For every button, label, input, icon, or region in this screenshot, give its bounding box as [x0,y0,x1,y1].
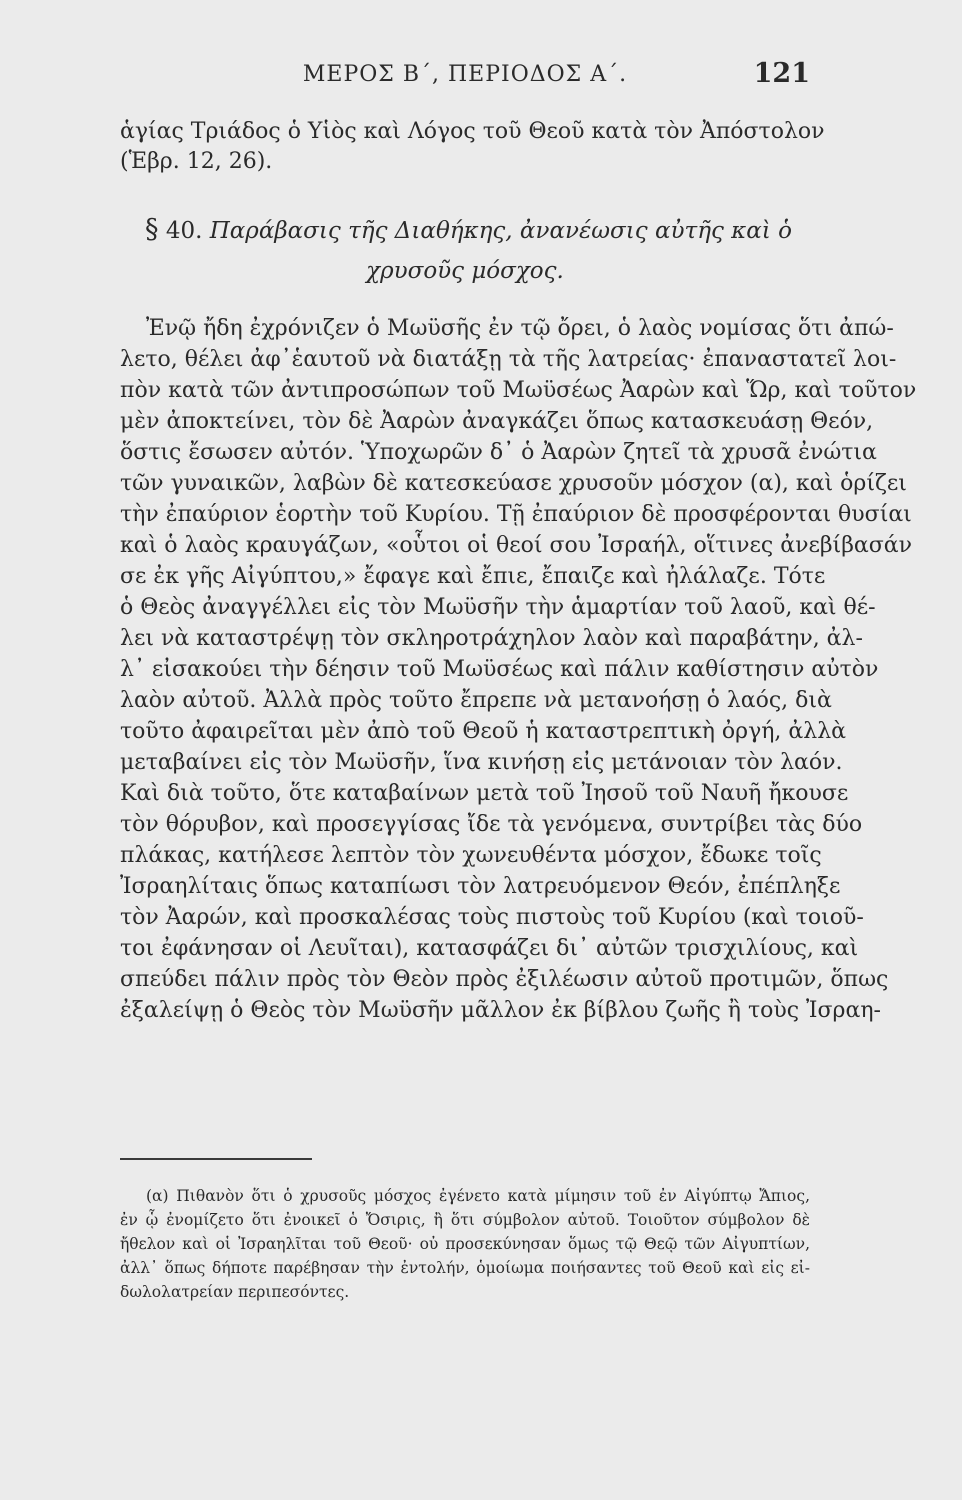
footnote-line: (α) Πιθανὸν ὅτι ὁ χρυσοῦς μόσχος ἐγένετο κατὰ μίμησιν τοῦ ἐν Αἰγύπτῳ Ἄπιος, [146,1187,810,1205]
footnote-line: ἀλλ᾽ ὅπως δήποτε παρέβησαν τὴν ἐντολήν, ὁμοίωμα ποιήσαντες τοῦ Θεοῦ καὶ εἰς εἰ- [120,1259,810,1277]
paragraph-line: σπεύδει πάλιν πρὸς τὸν Θεὸν πρὸς ἐξιλέωσιν αὐτοῦ προτιμῶν, ὅπως [120,967,889,992]
paragraph-line: ὁ Θεὸς ἀναγγέλλει εἰς τὸν Μωϋσῆν τὴν ἁμαρτίαν τοῦ λαοῦ, καὶ θέ- [120,595,876,620]
footnote-line: ἐν ᾧ ἐνομίζετο ὅτι ἐνοικεῖ ὁ Ὄσιρις, ἢ ὅτι σύμβολον αὐτοῦ. Τοιοῦτον σύμβολον δὲ [120,1211,810,1229]
paragraph-line: ἐξαλείψῃ ὁ Θεὸς τὸν Μωϋσῆν μᾶλλον ἐκ βίβλου ζωῆς ἢ τοὺς Ἰσραη- [120,998,881,1023]
footnote-rule [120,1158,312,1160]
paragraph-line: λει νὰ καταστρέψῃ τὸν σκληροτράχηλον λαὸν καὶ παραβάτην, ἀλ- [120,626,863,651]
paragraph-line: τὴν ἐπαύριον ἑορτὴν τοῦ Κυρίου. Τῇ ἐπαύριον δὲ προσφέρονται θυσίαι [120,502,912,527]
paragraph-line: σε ἐκ γῆς Αἰγύπτου,» ἔφαγε καὶ ἔπιε, ἔπαιζε καὶ ἠλάλαζε. Τότε [120,564,826,589]
paragraph-line: Ἐνῷ ἤδη ἐχρόνιζεν ὁ Μωϋσῆς ἐν τῷ ὄρει, ὁ λαὸς νομίσας ὅτι ἀπώ- [146,316,894,341]
paragraph-line: ὅστις ἔσωσεν αὐτόν. Ὑποχωρῶν δ᾽ ὁ Ἀαρὼν ζητεῖ τὰ χρυσᾶ ἐνώτια [120,440,877,465]
paragraph-line: Ἰσραηλίταις ὅπως καταπίωσι τὸν λατρευόμενον Θεόν, ἐπέπληξε [120,874,841,899]
section-title-continued: χρυσοῦς μόσχος. [366,258,564,284]
paragraph-line: τῶν γυναικῶν, λαβὼν δὲ κατεσκεύασε χρυσοῦν μόσχον (α), καὶ ὁρίζει [120,471,907,496]
paragraph-line: τὸν Ἀαρών, καὶ προσκαλέσας τοὺς πιστοὺς τοῦ Κυρίου (καὶ τοιοῦ- [120,905,864,930]
paragraph-line: τοι ἐφάνησαν οἱ Λευῖται), κατασφάζει δι᾽ αὐτῶν τρισχιλίους, καὶ [120,936,859,961]
paragraph-line: τὸν θόρυβον, καὶ προσεγγίσας ἴδε τὰ γενόμενα, συντρίβει τὰς δύο [120,812,863,837]
running-head: ΜΕΡΟΣ Β΄, ΠΕΡΙΟΔΟΣ Α΄. [302,62,628,87]
intro-line: (Ἑβρ. 12, 26). [120,149,273,174]
paragraph-line: Καὶ διὰ τοῦτο, ὅτε καταβαίνων μετὰ τοῦ Ἰησοῦ τοῦ Ναυῆ ἤκουσε [120,781,849,806]
paragraph-line: καὶ ὁ λαὸς κραυγάζων, «οὗτοι οἱ θεοί σου Ἰσραήλ, οἵτινες ἀνεβίβασάν [120,533,913,558]
paragraph-line: μὲν ἀποκτείνει, τὸν δὲ Ἀαρὼν ἀναγκάζει ὅπως κατασκευάσῃ Θεόν, [120,409,874,434]
intro-line: ἁγίας Τριάδος ὁ Υἱὸς καὶ Λόγος τοῦ Θεοῦ κατὰ τὸν Ἀπόστολον [120,119,825,144]
page-header [120,58,810,98]
page-number: 121 [753,58,810,89]
paragraph-line: τοῦτο ἀφαιρεῖται μὲν ἀπὸ τοῦ Θεοῦ ἡ καταστρεπτικὴ ὀργή, ἀλλὰ [120,719,846,744]
paragraph-line: λαὸν αὐτοῦ. Ἀλλὰ πρὸς τοῦτο ἔπρεπε νὰ μετανοήσῃ ὁ λαός, διὰ [120,688,832,713]
paragraph-line: μεταβαίνει εἰς τὸν Μωϋσῆν, ἵνα κινήσῃ εἰς μετάνοιαν τὸν λαόν. [120,750,843,775]
section-symbol: § [145,214,159,245]
footnote-line: δωλολατρείαν περιπεσόντες. [120,1283,350,1301]
section-title: Παράβασις τῆς Διαθήκης, ἀνανέωσις αὐτῆς καὶ ὁ [209,218,792,244]
section-heading [145,214,810,245]
paragraph-line: πὸν κατὰ τῶν ἀντιπροσώπων τοῦ Μωϋσέως Ἀαρὼν καὶ Ὥρ, καὶ τοῦτον [120,378,917,403]
paragraph-line: πλάκας, κατήλεσε λεπτὸν τὸν χωνευθέντα μόσχον, ἔδωκε τοῖς [120,843,822,868]
paragraph-line: λ᾽ εἰσακούει τὴν δέησιν τοῦ Μωϋσέως καὶ πάλιν καθίστησιν αὐτὸν [120,657,879,682]
paragraph-line: λετο, θέλει ἀφ᾽ἑαυτοῦ νὰ διατάξῃ τὰ τῆς λατρείας· ἐπαναστατεῖ λοι- [120,347,897,372]
footnote-line: ἤθελον καὶ οἱ Ἰσραηλῖται τοῦ Θεοῦ· οὐ προσεκύνησαν ὅμως τῷ Θεῷ τῶν Αἰγυπτίων, [120,1235,810,1253]
section-number: 40. [165,218,203,244]
